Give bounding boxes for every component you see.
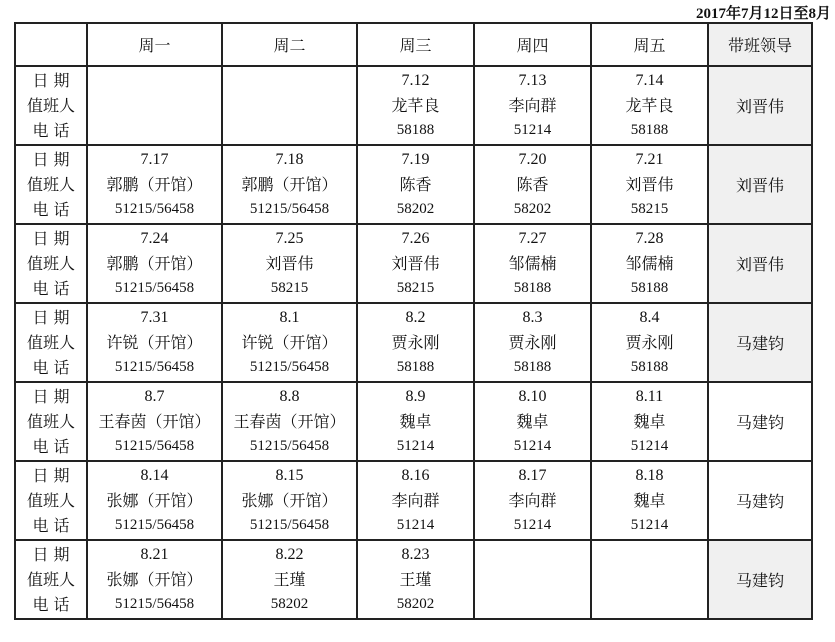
header-row [15,23,812,66]
date-value: 7.24 [140,230,169,247]
phone-number: 51215/56458 [114,359,195,375]
duty-person [223,93,356,118]
day-cell [87,461,222,540]
phone-number: 51214 [630,438,669,454]
schedule-body [15,66,812,619]
day-cell [591,461,708,540]
date-label: 日 期 [32,308,70,327]
phone-number: 58215 [630,201,669,217]
phone-number: 58215 [396,280,435,296]
duty-person [592,567,707,592]
duty-leader: 马建钧 [708,540,812,619]
duty-person-label: 值班人 [26,491,75,510]
phone-number: 51214 [396,438,435,454]
phone-label: 电 话 [32,595,70,614]
duty-person: 魏卓 [399,412,432,431]
duty-schedule-table [14,22,813,620]
date-value: 8.21 [140,546,169,563]
row-labels [15,303,87,382]
phone-label: 电 话 [32,121,70,140]
duty-person-label: 值班人 [26,412,75,431]
date-value: 8.9 [405,388,426,405]
duty-person: 王春茵（开馆） [233,412,346,431]
day-cell [222,224,357,303]
date-value: 8.3 [522,309,543,326]
duty-person: 李向群 [391,491,440,510]
phone-number: 51214 [630,517,669,533]
duty-person: 王瑾 [273,570,306,589]
day-cell [222,66,357,145]
day-cell [87,303,222,382]
day-cell [591,224,708,303]
duty-person-label: 值班人 [26,333,75,352]
duty-leader: 马建钧 [708,303,812,382]
phone-number [592,592,707,617]
date-value [475,542,590,567]
duty-person-label: 值班人 [26,254,75,273]
phone-number [88,118,221,143]
duty-person: 刘晋伟 [625,175,674,194]
date-value: 8.14 [140,467,169,484]
duty-person: 刘晋伟 [265,254,314,273]
phone-number: 58188 [630,280,669,296]
day-cell [591,66,708,145]
duty-person: 王瑾 [399,570,432,589]
week-row [15,540,812,619]
phone-label: 电 话 [32,437,70,456]
date-value: 8.23 [401,546,430,563]
column-header-fri: 周五 [591,23,708,66]
week-row [15,66,812,145]
row-labels [15,461,87,540]
date-value: 8.18 [635,467,664,484]
date-value: 7.17 [140,151,169,168]
date-value: 8.1 [279,309,300,326]
row-labels [15,66,87,145]
date-value: 8.4 [639,309,660,326]
phone-number: 51214 [396,517,435,533]
phone-number: 51214 [513,517,552,533]
duty-person: 贾永刚 [391,333,440,352]
phone-number: 51215/56458 [249,438,330,454]
day-cell [591,303,708,382]
date-value: 7.18 [275,151,304,168]
duty-person-label: 值班人 [26,96,75,115]
phone-number: 58202 [396,201,435,217]
date-value: 7.31 [140,309,169,326]
duty-person: 魏卓 [633,412,666,431]
date-label: 日 期 [32,229,70,248]
week-row [15,382,812,461]
day-cell [357,382,474,461]
phone-label: 电 话 [32,200,70,219]
date-label: 日 期 [32,387,70,406]
phone-number: 58202 [513,201,552,217]
date-value: 7.26 [401,230,430,247]
date-label: 日 期 [32,545,70,564]
date-value: 7.28 [635,230,664,247]
date-value: 8.16 [401,467,430,484]
day-cell [591,382,708,461]
duty-person: 许锐（开馆） [106,333,203,352]
date-value: 8.7 [144,388,165,405]
row-labels [15,382,87,461]
date-value [592,542,707,567]
column-header-leader: 带班领导 [708,23,812,66]
duty-person: 许锐（开馆） [241,333,338,352]
day-cell [87,224,222,303]
day-cell [222,540,357,619]
day-cell [474,224,591,303]
duty-person: 魏卓 [516,412,549,431]
duty-person-label: 值班人 [26,175,75,194]
day-cell [474,145,591,224]
day-cell [87,145,222,224]
duty-leader: 马建钧 [708,382,812,461]
duty-person: 李向群 [508,491,557,510]
date-value: 7.14 [635,72,664,89]
date-value [223,68,356,93]
phone-label: 电 话 [32,358,70,377]
row-labels [15,224,87,303]
date-value: 7.27 [518,230,547,247]
phone-number: 51215/56458 [249,517,330,533]
duty-person: 龙芊良 [625,96,674,115]
phone-number: 58202 [396,596,435,612]
phone-number: 51215/56458 [249,359,330,375]
day-cell [222,145,357,224]
duty-person: 刘晋伟 [391,254,440,273]
day-cell [591,145,708,224]
duty-person: 邹儒楠 [508,254,557,273]
duty-person: 郭鹏（开馆） [106,175,203,194]
week-row [15,145,812,224]
day-cell [591,540,708,619]
column-header-wed: 周三 [357,23,474,66]
date-value: 8.15 [275,467,304,484]
date-value: 7.21 [635,151,664,168]
day-cell [87,540,222,619]
duty-person: 张娜（开馆） [241,491,338,510]
day-cell [357,224,474,303]
date-value: 7.20 [518,151,547,168]
phone-number: 58215 [270,280,309,296]
duty-person-label: 值班人 [26,570,75,589]
column-header-tue: 周二 [222,23,357,66]
duty-person: 王春茵（开馆） [98,412,211,431]
row-labels [15,540,87,619]
duty-leader: 刘晋伟 [708,224,812,303]
phone-number: 58188 [513,280,552,296]
day-cell [474,540,591,619]
phone-number: 58202 [270,596,309,612]
phone-number: 58188 [630,122,669,138]
day-cell [474,303,591,382]
day-cell [357,303,474,382]
phone-number: 51215/56458 [114,596,195,612]
duty-person: 魏卓 [633,491,666,510]
day-cell [357,66,474,145]
date-label: 日 期 [32,150,70,169]
date-value: 8.17 [518,467,547,484]
day-cell [474,461,591,540]
phone-number: 58188 [513,359,552,375]
phone-number: 51214 [513,438,552,454]
duty-person: 龙芊良 [391,96,440,115]
duty-leader: 马建钧 [708,461,812,540]
date-label: 日 期 [32,466,70,485]
week-row [15,224,812,303]
column-header-mon: 周一 [87,23,222,66]
phone-number: 51215/56458 [249,201,330,217]
date-value: 7.19 [401,151,430,168]
date-value [88,68,221,93]
phone-number: 51214 [513,122,552,138]
duty-person: 郭鹏（开馆） [241,175,338,194]
phone-number: 51215/56458 [114,201,195,217]
duty-person: 张娜（开馆） [106,491,203,510]
date-value: 7.25 [275,230,304,247]
date-value: 8.10 [518,388,547,405]
date-value: 8.11 [635,388,664,405]
corner-cell [15,23,87,66]
duty-person [475,567,590,592]
day-cell [474,66,591,145]
phone-number [475,592,590,617]
phone-number [223,118,356,143]
duty-person: 陈香 [516,175,549,194]
day-cell [87,382,222,461]
day-cell [474,382,591,461]
duty-person [88,93,221,118]
day-cell [222,382,357,461]
date-value: 8.8 [279,388,300,405]
date-value: 7.13 [518,72,547,89]
row-labels [15,145,87,224]
day-cell [357,461,474,540]
phone-number: 51215/56458 [114,517,195,533]
phone-number: 58188 [396,359,435,375]
phone-number: 51215/56458 [114,280,195,296]
day-cell [357,145,474,224]
duty-person: 郭鹏（开馆） [106,254,203,273]
duty-person: 李向群 [508,96,557,115]
duty-person: 贾永刚 [625,333,674,352]
duty-person: 贾永刚 [508,333,557,352]
date-value: 7.12 [401,72,430,89]
week-row [15,461,812,540]
duty-person: 邹儒楠 [625,254,674,273]
schedule-period: 2017年7月12日至8月 [695,6,831,22]
date-value: 8.2 [405,309,426,326]
day-cell [357,540,474,619]
phone-label: 电 话 [32,516,70,535]
column-header-thu: 周四 [474,23,591,66]
day-cell [87,66,222,145]
day-cell [222,461,357,540]
phone-label: 电 话 [32,279,70,298]
duty-person: 陈香 [399,175,432,194]
duty-leader: 刘晋伟 [708,66,812,145]
date-value: 8.22 [275,546,304,563]
phone-number: 58188 [396,122,435,138]
duty-person: 张娜（开馆） [106,570,203,589]
day-cell [222,303,357,382]
phone-number: 51215/56458 [114,438,195,454]
phone-number: 58188 [630,359,669,375]
duty-leader: 刘晋伟 [708,145,812,224]
week-row [15,303,812,382]
date-label: 日 期 [32,71,70,90]
